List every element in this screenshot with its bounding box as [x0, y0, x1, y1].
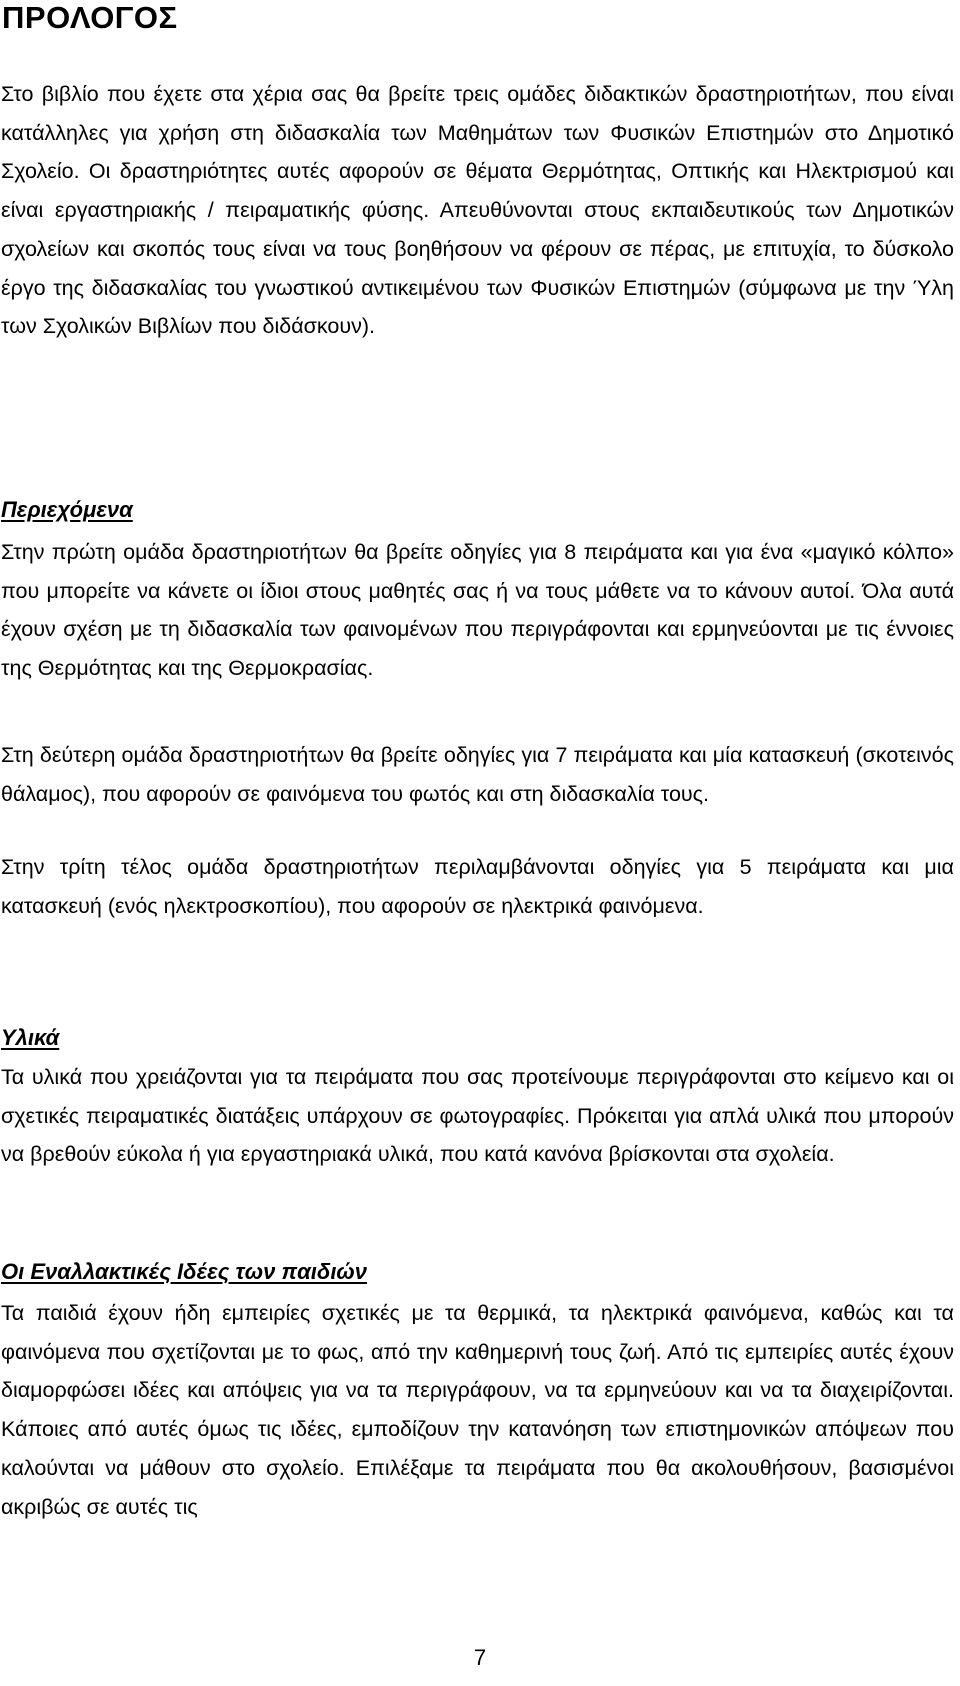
page-title: ΠΡΟΛΟΓΟΣ: [2, 0, 178, 35]
materials-paragraph: Τα υλικά που χρειάζονται για τα πειράματα που σας προτείνουμε περιγράφονται στο κείμενο και οι σχετικές πειραματικές διατάξεις υπάρχουν σε φωτογραφίες. Πρόκειται για απλά υλικά που μπορούν να βρεθούν εύκολα ή για εργαστηριακά υλικά, που κατά κανόνα βρίσκονται στα σχολεία.: [1, 1065, 954, 1167]
intro-paragraph: Στο βιβλίο που έχετε στα χέρια σας θα βρείτε τρεις ομάδες διδακτικών δραστηριοτήτων, που είναι κατάλληλες για χρήση στη διδασκαλία των Μαθημάτων των Φυσικών Επιστημών στο Δημοτικό Σχολείο. Οι δραστηριότητες αυτές αφορούν σε θέματα Θερμότητας, Οπτικής και Ηλεκτρισμού και είναι εργαστηριακής / πειραματικής φύσης. Απευθύνονται στους εκπαιδευτικούς των Δημοτικών σχολείων και σκοπός τους είναι να τους βοηθήσουν να φέρουν σε πέρας, με επιτυχία, το δύσκολο έργο της διδασκαλίας του γνωστικού αντικειμένου των Φυσικών Επιστημών (σύμφωνα με την Ύλη των Σχολικών Βιβλίων που διδάσκουν).: [1, 82, 954, 339]
section-heading-contents: Περιεχόμενα: [1, 497, 133, 522]
page-number: 7: [473, 1645, 487, 1670]
contents-paragraph-second-group: Στη δεύτερη ομάδα δραστηριοτήτων θα βρείτε οδηγίες για 7 πειράματα και μία κατασκευή (σκοτεινός θάλαμος), που αφορούν σε φαινόμενα του φωτός και στη διδασκαλία τους.: [1, 743, 954, 806]
contents-paragraph-first-group: Στην πρώτη ομάδα δραστηριοτήτων θα βρείτε οδηγίες για 8 πειράματα και για ένα «μαγικό κόλπο» που μπορείτε να κάνετε οι ίδιοι στους μαθητές σας ή να τους μάθετε να το κάνουν αυτοί. Όλα αυτά έχουν σχέση με τη διδασκαλία των φαινομένων που περιγράφονται και ερμηνεύονται με τις έννοιες της Θερμότητας και της Θερμοκρασίας.: [1, 540, 954, 681]
section-heading-alternative-ideas: Οι Εναλλακτικές Ιδέες των παιδιών: [1, 1259, 368, 1284]
alternative-ideas-paragraph: Τα παιδιά έχουν ήδη εμπειρίες σχετικές με τα θερμικά, τα ηλεκτρικά φαινόμενα, καθώς και τα φαινόμενα που σχετίζονται με το φως, από την καθημερινή τους ζωή. Από τις εμπειρίες αυτές έχουν διαμορφώσει ιδέες και απόψεις για να τα περιγράφουν, να τα ερμηνεύουν και να τα διαχειρίζονται. Κάποιες από αυτές όμως τις ιδέες, εμποδίζουν την κατανόηση των επιστημονικών απόψεων που καλούνται να μάθουν στο σχολείο. Επιλέξαμε τα πειράματα που θα ακολουθήσουν, βασισμένοι ακριβώς σε αυτές τις: [1, 1301, 954, 1519]
section-heading-materials: Υλικά: [1, 1025, 60, 1050]
contents-paragraph-third-group: Στην τρίτη τέλος ομάδα δραστηριοτήτων περιλαμβάνονται οδηγίες για 5 πειράματα και μια κατασκευή (ενός ηλεκτροσκοπίου), που αφορούν σε ηλεκτρικά φαινόμενα.: [1, 855, 954, 918]
